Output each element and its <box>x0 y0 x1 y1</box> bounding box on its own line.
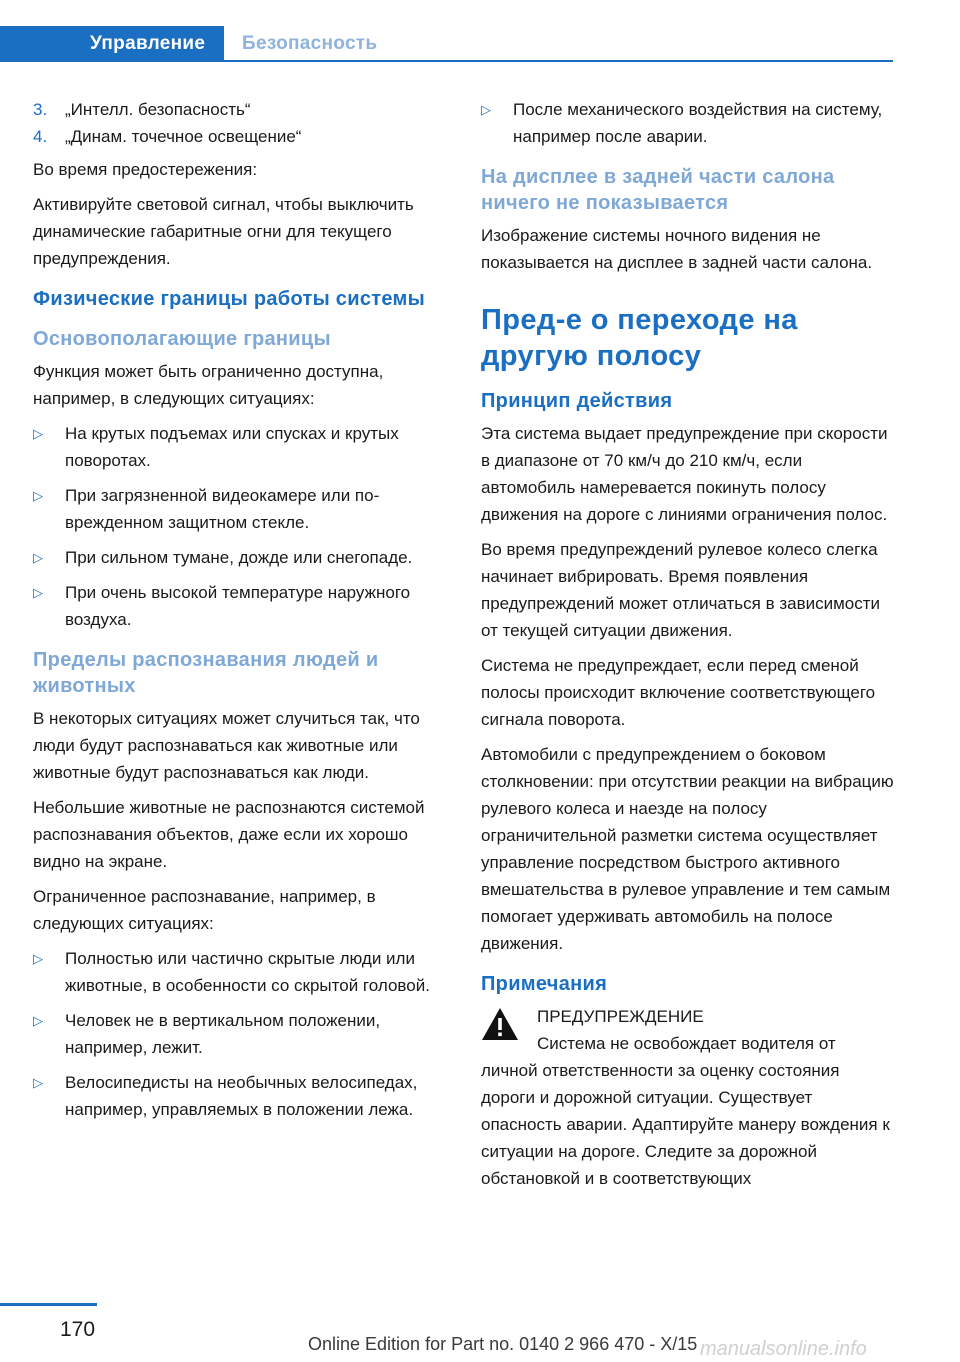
page-header <box>0 0 960 62</box>
header-tab-safety[interactable]: Безопасность <box>242 33 378 54</box>
subsection-heading: Основополагающие границы <box>33 328 331 350</box>
triangle-bullet-icon: ▷ <box>33 585 43 600</box>
item-number: 4. <box>33 127 48 146</box>
list-item-text: После механического воздействия на систему, например после аварии. <box>513 100 883 146</box>
section-heading: Принцип действия <box>481 390 673 412</box>
triangle-bullet-icon: ▷ <box>33 488 43 503</box>
warning-block <box>481 1003 894 1192</box>
list-item <box>33 420 446 474</box>
item-text: „Интелл. безопасность“ <box>65 100 251 119</box>
footer-divider <box>0 1303 97 1306</box>
list-item-text: Человек не в вертикальном положении, например, лежит. <box>65 1011 381 1057</box>
paragraph: Автомобили с предупреждением о боковом столкновении: при отсутствии реакции на вибрацию рулевого колеса и наезде на полосу ограничительной разметки система осуществляет управление посредством быстрого активного вмешательства в рулевое управление и тем самым помогает удерживать автомобиль на полосе движения. <box>481 745 894 953</box>
paragraph: Система не предупреждает, если перед сменой полосы происходит включение соответствующего сигнала поворота. <box>481 656 876 729</box>
numbered-item <box>33 123 446 150</box>
list-item-text: Велосипедисты на необычных велосипедах, например, управляемых в положении лежа. <box>65 1073 418 1119</box>
paragraph: Небольшие животные не распознаются системой распознавания объектов, даже если их хорошо видно на экране. <box>33 798 425 871</box>
triangle-bullet-icon: ▷ <box>33 951 43 966</box>
page-number: 170 <box>60 1318 96 1341</box>
triangle-bullet-icon: ▷ <box>33 550 43 565</box>
list-item <box>33 1007 446 1061</box>
item-text: „Динам. точечное освещение“ <box>65 127 302 146</box>
paragraph: Эта система выдает предупреждение при скорости в диапазоне от 70 км/ч до 210 км/ч, если автомобиль намеревается покинуть полосу движения на дороге с линиями ограничения полос. <box>481 424 888 524</box>
header-divider <box>0 60 893 62</box>
subsection-heading: На дисплее в задней части салона ничего не показывается <box>481 166 835 214</box>
list-item <box>33 544 446 571</box>
warning-triangle-icon <box>481 1007 519 1041</box>
paragraph: Функция может быть ограниченно доступна, например, в следующих ситуациях: <box>33 362 384 408</box>
left-column <box>33 96 446 1133</box>
numbered-item <box>33 96 446 123</box>
list-item-text: На крутых подъемах или спусках и крутых поворотах. <box>65 424 399 470</box>
item-number: 3. <box>33 100 48 119</box>
bullet-list <box>33 420 446 633</box>
chapter-heading: Пред-е о переходе на другую полосу <box>481 304 798 372</box>
paragraph: В некоторых ситуациях может случиться так, что люди будут распознаваться как животные или животные будут распознаваться как люди. <box>33 709 420 782</box>
section-heading: Физические границы работы системы <box>33 288 425 310</box>
paragraph: Активируйте световой сигнал, чтобы выключить динамические габаритные огни для текущего предупреждения. <box>33 195 414 268</box>
subsection-heading: Пределы распознавания людей и животных <box>33 649 379 697</box>
bullet-list <box>481 96 894 150</box>
triangle-bullet-icon: ▷ <box>481 102 491 117</box>
online-edition-note: Online Edition for Part no. 0140 2 966 470 - X/15 <box>308 1334 698 1354</box>
paragraph: Во время предупреждений рулевое колесо слегка начинает вибрировать. Время появления предупреждений может отличаться в зависимости от текущей ситуации движения. <box>481 540 881 640</box>
triangle-bullet-icon: ▷ <box>33 426 43 441</box>
list-item <box>481 96 894 150</box>
list-item <box>33 1069 446 1123</box>
section-heading: Примечания <box>481 973 608 995</box>
numbered-list <box>33 96 446 150</box>
list-item-text: При загрязненной видеокамере или поврежденном защитном стекле. <box>65 486 380 532</box>
list-item-text: При очень высокой температуре наружного воздуха. <box>65 583 411 629</box>
header-tab-control[interactable]: Управление <box>0 26 224 62</box>
paragraph: Изображение системы ночного видения не показывается на дисплее в задней части салона. <box>481 226 873 272</box>
list-item-text: При сильном тумане, дожде или снегопаде. <box>65 548 413 567</box>
list-item <box>33 579 446 633</box>
list-item <box>33 482 446 536</box>
warning-text: Система не освобождает водителя от личной ответственности за оценку состояния дороги и дорожной ситуации. Существует опасность аварии. Адаптируйте манеру вождения к ситуации на дороге. Следите за дорожной обстановкой и в соответствующих <box>481 1034 890 1188</box>
right-column <box>481 96 894 1200</box>
bullet-list <box>33 945 446 1123</box>
warning-title: ПРЕДУПРЕЖДЕНИЕ <box>537 1007 704 1026</box>
watermark: manualsonline.info <box>700 1338 867 1360</box>
paragraph: Ограниченное распознавание, например, в следующих ситуациях: <box>33 887 376 933</box>
paragraph: Во время предостережения: <box>33 160 258 179</box>
triangle-bullet-icon: ▷ <box>33 1075 43 1090</box>
triangle-bullet-icon: ▷ <box>33 1013 43 1028</box>
list-item <box>33 945 446 999</box>
list-item-text: Полностью или частично скрытые люди или животные, в особенности со скрытой головой. <box>65 949 430 995</box>
